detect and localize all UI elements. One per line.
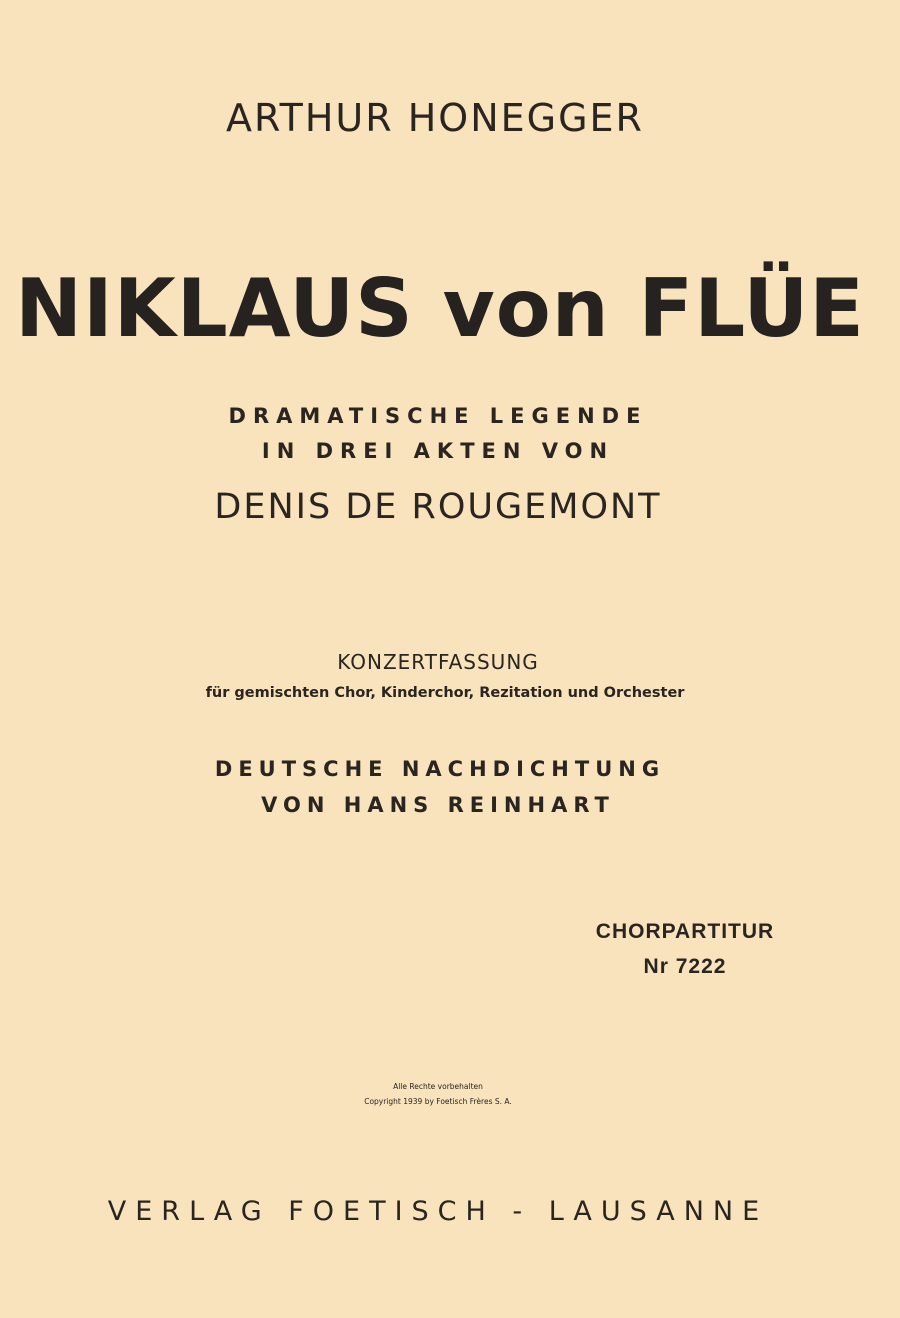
translation-line-2: VON HANS REINHART bbox=[261, 793, 615, 817]
work-title: NIKLAUS von FLÜE bbox=[15, 262, 865, 355]
translation-line-1: DEUTSCHE NACHDICHTUNG bbox=[214, 757, 666, 781]
version-label: KONZERTFASSUNG bbox=[337, 650, 539, 674]
rights-notice: Alle Rechte vorbehalten bbox=[393, 1082, 483, 1091]
composer-name: ARTHUR HONEGGER bbox=[226, 96, 644, 140]
instrumentation-line: für gemischten Chor, Kinderchor, Rezitation und Orchester bbox=[205, 685, 685, 701]
copyright-notice: Copyright 1939 by Foetisch Frères S. A. bbox=[364, 1097, 512, 1106]
librettist-name: DENIS DE ROUGEMONT bbox=[214, 487, 662, 527]
subtitle-line-2: IN DREI AKTEN VON bbox=[261, 439, 615, 463]
edition-label: CHORPARTITUR bbox=[595, 920, 775, 943]
subtitle-line-1: DRAMATISCHE LEGENDE bbox=[228, 404, 648, 428]
publisher-line: VERLAG FOETISCH - LAUSANNE bbox=[107, 1196, 769, 1227]
catalog-number: Nr 7222 bbox=[643, 955, 727, 978]
